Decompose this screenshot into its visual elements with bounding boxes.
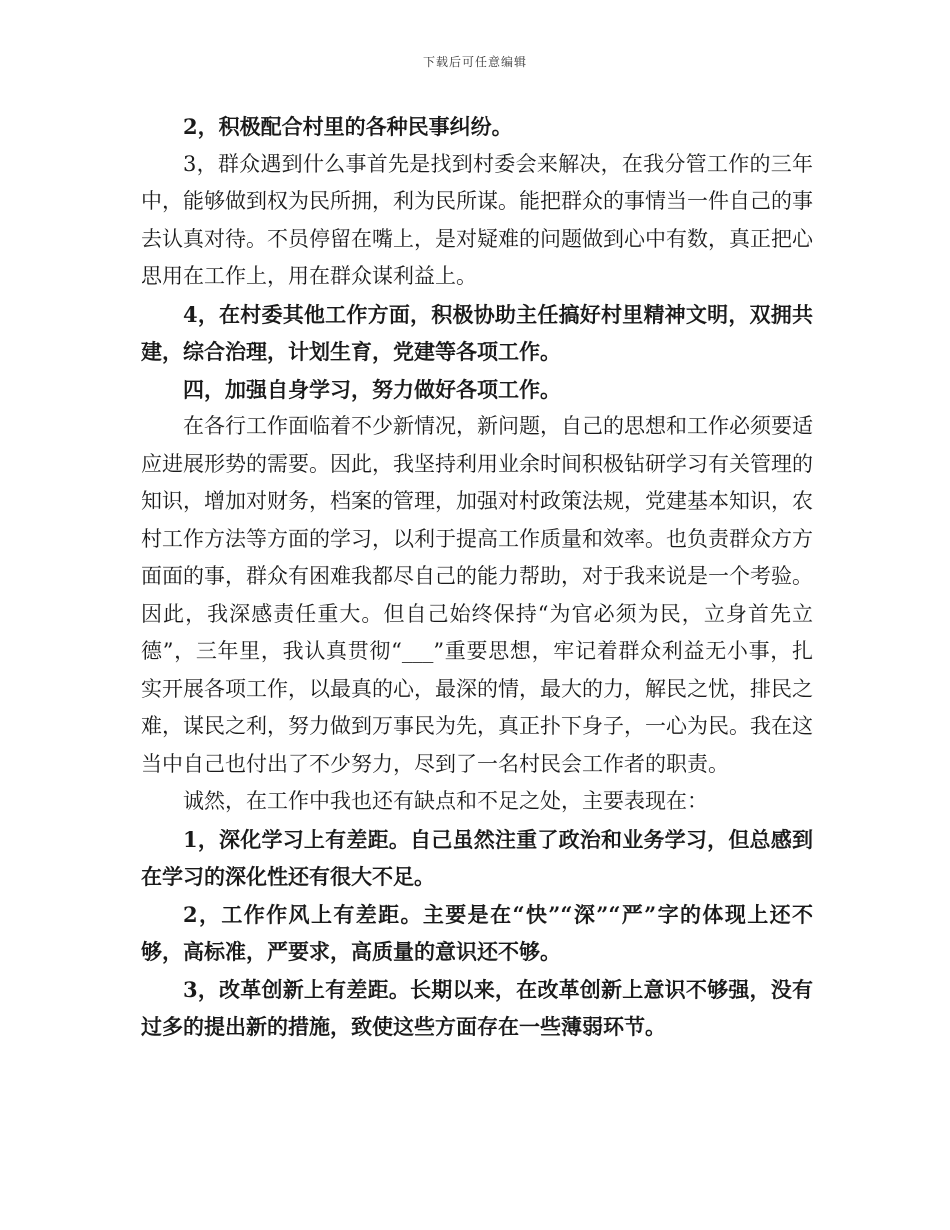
paragraph-3: 4，在村委其他工作方面，积极协助主任搞好村里精神文明，双拥共建，综合治理，计划生育，党建等各项工作。 (141, 301, 813, 364)
paragraph-1: 2，积极配合村里的各种民事纠纷。 (183, 114, 513, 139)
paragraph-8: 2，工作作风上有差距。主要是在“快”“深”“严”字的体现上还不够，高标准，严要求，高质量的意识还不够。 (141, 901, 813, 964)
paragraph-7: 1，深化学习上有差距。自己虽然注重了政治和业务学习，但总感到在学习的深化性还有很大不足。 (141, 826, 813, 889)
paragraph-6: 诚然，在工作中我也还有缺点和不足之处，主要表现在： (183, 789, 708, 813)
paragraph-9: 3，改革创新上有差距。长期以来，在改革创新上意识不够强，没有过多的提出新的措施，致使这些方面存在一些薄弱环节。 (141, 976, 813, 1039)
paragraph-5: 在各行工作面临着不少新情况，新问题，自己的思想和工作必须要适应进展形势的需要。因此，我坚持利用业余时间积极钻研学习有关管理的知识，增加对财务，档案的管理，加强对村政策法规，党建基本知识，农村工作方法等方面的学习，以利于提高工作质量和效率。也负责群众方方面面的事，群众有困难我都尽自己的能力帮助，对于我来说是一个考验。因此，我深感责任重大。但自己始终保持“为官必须为民，立身首先立德”，三年里，我认真贯彻“___”重要思想，牢记着群众利益无小事，扎实开展各项工作，以最真的心，最深的情，最大的力，解民之忧，排民之难，谋民之利，努力做到万事民为先，真正扑下身子，一心为民。我在这当中自己也付出了不少努力，尽到了一名村民会工作者的职责。 (141, 414, 813, 776)
section-heading: 四，加强自身学习，努力做好各项工作。 (183, 376, 561, 402)
paragraph-2: 3，群众遇到什么事首先是找到村委会来解决，在我分管工作的三年中，能够做到权为民所拥，利为民所谋。能把群众的事情当一件自己的事去认真对待。不员停留在嘴上，是对疑难的问题做到心中有数，真正把心思用在工作上，用在群众谋利益上。 (141, 151, 813, 288)
body-text (141, 108, 813, 1046)
header-note: 下载后可任意编辑 (422, 55, 527, 69)
